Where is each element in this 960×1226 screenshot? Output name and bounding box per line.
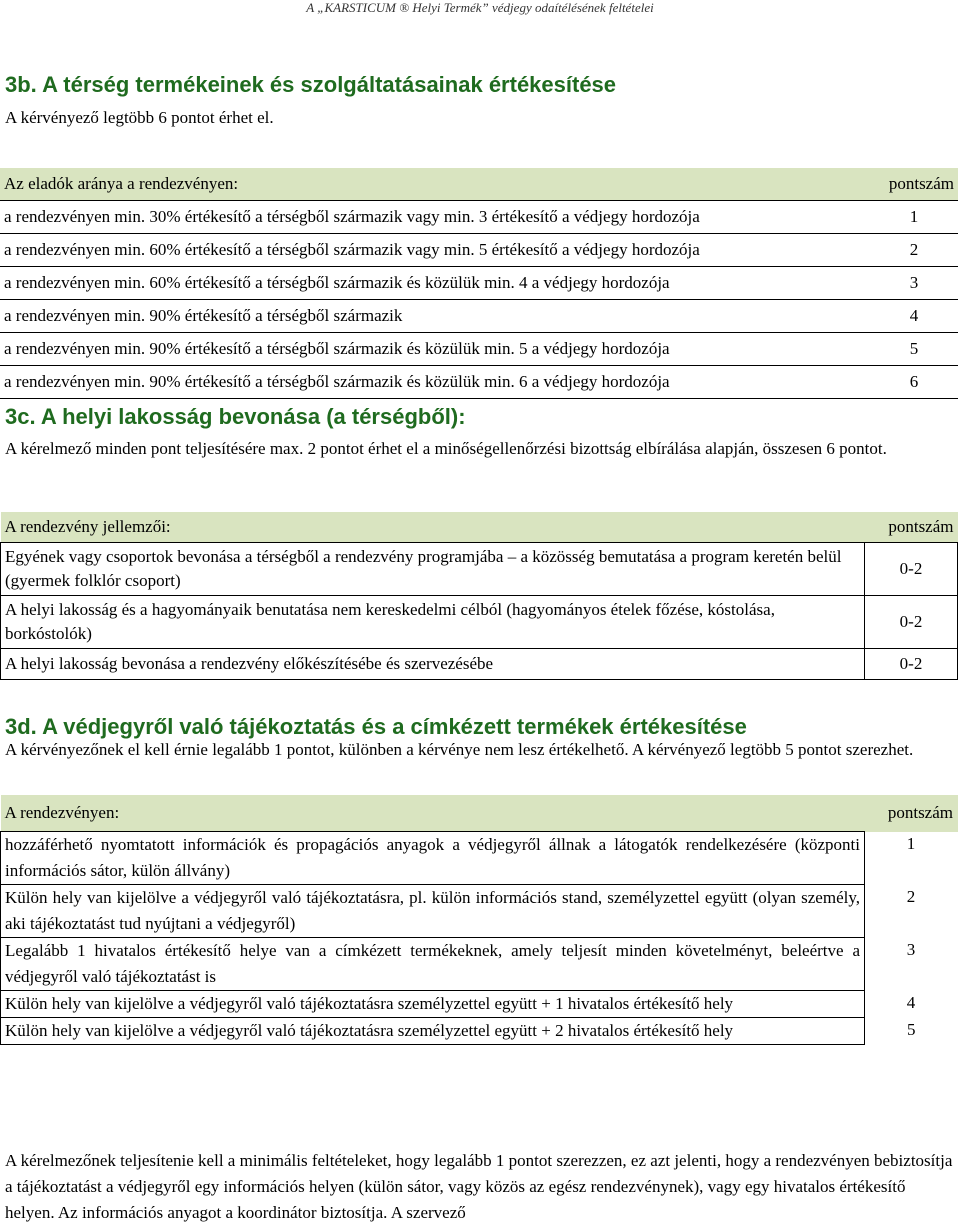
page-header: A „KARSTICUM ® Helyi Termék” védjegy odaítélésének feltételei (306, 0, 654, 15)
table-header-row (0, 168, 958, 201)
row-points: 4 (870, 300, 958, 333)
row-text: a rendezvényen min. 60% értékesítő a térségből származik és közülük min. 4 a védjegy hordozója (0, 267, 870, 300)
row-text: Külön hely van kijelölve a védjegyről való tájékoztatásra személyzettel együtt + 2 hivatalos értékesítő hely (1, 1018, 865, 1045)
table-row (0, 366, 958, 399)
row-text: a rendezvényen min. 30% értékesítő a térségből származik vagy min. 3 értékesítő a védjegy hordozója (0, 201, 870, 234)
table-header-label: A rendezvény jellemzői: (1, 512, 865, 543)
row-points: 5 (870, 333, 958, 366)
row-text: hozzáférhető nyomtatott információk és propagációs anyagok a védjegyről állnak a látogatók rendelkezésére (központi információs sátor, külön állvány) (1, 832, 865, 885)
row-points: 2 (906, 886, 916, 906)
row-points: 6 (870, 366, 958, 399)
row-text: a rendezvényen min. 90% értékesítő a térségből származik és közülük min. 5 a védjegy hordozója (0, 333, 870, 366)
table-row (1, 649, 958, 680)
section-3d-footer: A kérelmezőnek teljesítenie kell a minimális feltételeket, hogy legalább 1 pontot szerezzen, ez azt jelenti, hogy a rendezvényen bebiztosítja a tájékoztatást a védjegyről egy információs helyen (külön sátor, vagy közös az egész rendezvénynek), vagy egy hivatalos értékesítő helyen. Az információs anyagot a koordinátor biztosítja. A szervező (5, 1151, 953, 1222)
points-header: pontszám (865, 795, 958, 832)
section-3b-title: 3b. A térség termékeinek és szolgáltatásainak értékesítése (5, 72, 617, 97)
section-3c-intro: A kérelmező minden pont teljesítésére max. 2 pontot érhet el a minőségellenőrzési bizottság elbírálása alapján, összesen 6 pontot. (5, 439, 887, 458)
table-header-label: A rendezvényen: (1, 795, 865, 832)
table-row (1, 596, 958, 649)
row-text: Legalább 1 hivatalos értékesítő helye van a címkézett termékeknek, amely teljesít minden követelményt, beleértve a védjegyről való tájékoztatást is (1, 938, 865, 991)
row-points: 1 (906, 833, 916, 853)
row-text: Egyének vagy csoportok bevonása a térségből a rendezvény programjába – a közösség bemutatása a program keretén belül (gyermek folklór csoport) (1, 543, 865, 596)
row-text: A helyi lakosság és a hagyományaik benutatása nem kereskedelmi célból (hagyományos ételek főzése, kóstolása, borkóstolók) (1, 596, 865, 649)
table-row (0, 300, 958, 333)
section-3c-table (0, 512, 958, 680)
table-row (1, 543, 958, 596)
table-header-row (1, 512, 958, 543)
table-row (0, 201, 958, 234)
table-row (0, 234, 958, 267)
section-3d-intro: A kérvényezőnek el kell érnie legalább 1 pontot, különben a kérvénye nem lesz értékelhető. A kérvényező legtöbb 5 pontot szerezhet. (5, 740, 914, 759)
table-row (1, 991, 958, 1018)
section-3d-table (0, 795, 958, 1045)
row-points: 2 (870, 234, 958, 267)
row-text: Külön hely van kijelölve a védjegyről való tájékoztatásra, pl. külön információs stand, személyzettel együtt (olyan személy, aki tájékoztatást tud nyújtani a védjegyről) (1, 885, 865, 938)
row-points: 4 (906, 992, 916, 1012)
table-row (1, 885, 958, 938)
section-3b-table (0, 168, 958, 399)
row-points: 0-2 (865, 649, 958, 680)
table-row (1, 1018, 958, 1045)
table-row (1, 938, 958, 991)
row-text: A helyi lakosság bevonása a rendezvény előkészítésébe és szervezésébe (1, 649, 865, 680)
table-header-label: Az eladók aránya a rendezvényen: (0, 168, 870, 201)
row-points: 1 (870, 201, 958, 234)
points-header: pontszám (865, 512, 958, 543)
row-text: a rendezvényen min. 90% értékesítő a térségből származik és közülük min. 6 a védjegy hordozója (0, 366, 870, 399)
table-header-row (1, 795, 958, 832)
table-row (0, 267, 958, 300)
table-row (1, 832, 958, 885)
section-3c-title: 3c. A helyi lakosság bevonása (a térségből): (5, 404, 466, 429)
row-text: Külön hely van kijelölve a védjegyről való tájékoztatásra személyzettel együtt + 1 hivatalos értékesítő hely (1, 991, 865, 1018)
table-row (0, 333, 958, 366)
row-points: 0-2 (865, 543, 958, 596)
section-3b-intro: A kérvényező legtöbb 6 pontot érhet el. (5, 108, 274, 127)
row-points: 0-2 (865, 596, 958, 649)
row-text: a rendezvényen min. 60% értékesítő a térségből származik vagy min. 5 értékesítő a védjegy hordozója (0, 234, 870, 267)
row-points: 5 (907, 1019, 916, 1039)
section-3d-title: 3d. A védjegyről való tájékoztatás és a címkézett termékek értékesítése (5, 714, 747, 739)
row-text: a rendezvényen min. 90% értékesítő a térségből származik (0, 300, 870, 333)
row-points: 3 (906, 939, 916, 959)
row-points: 3 (870, 267, 958, 300)
points-header: pontszám (870, 168, 958, 201)
